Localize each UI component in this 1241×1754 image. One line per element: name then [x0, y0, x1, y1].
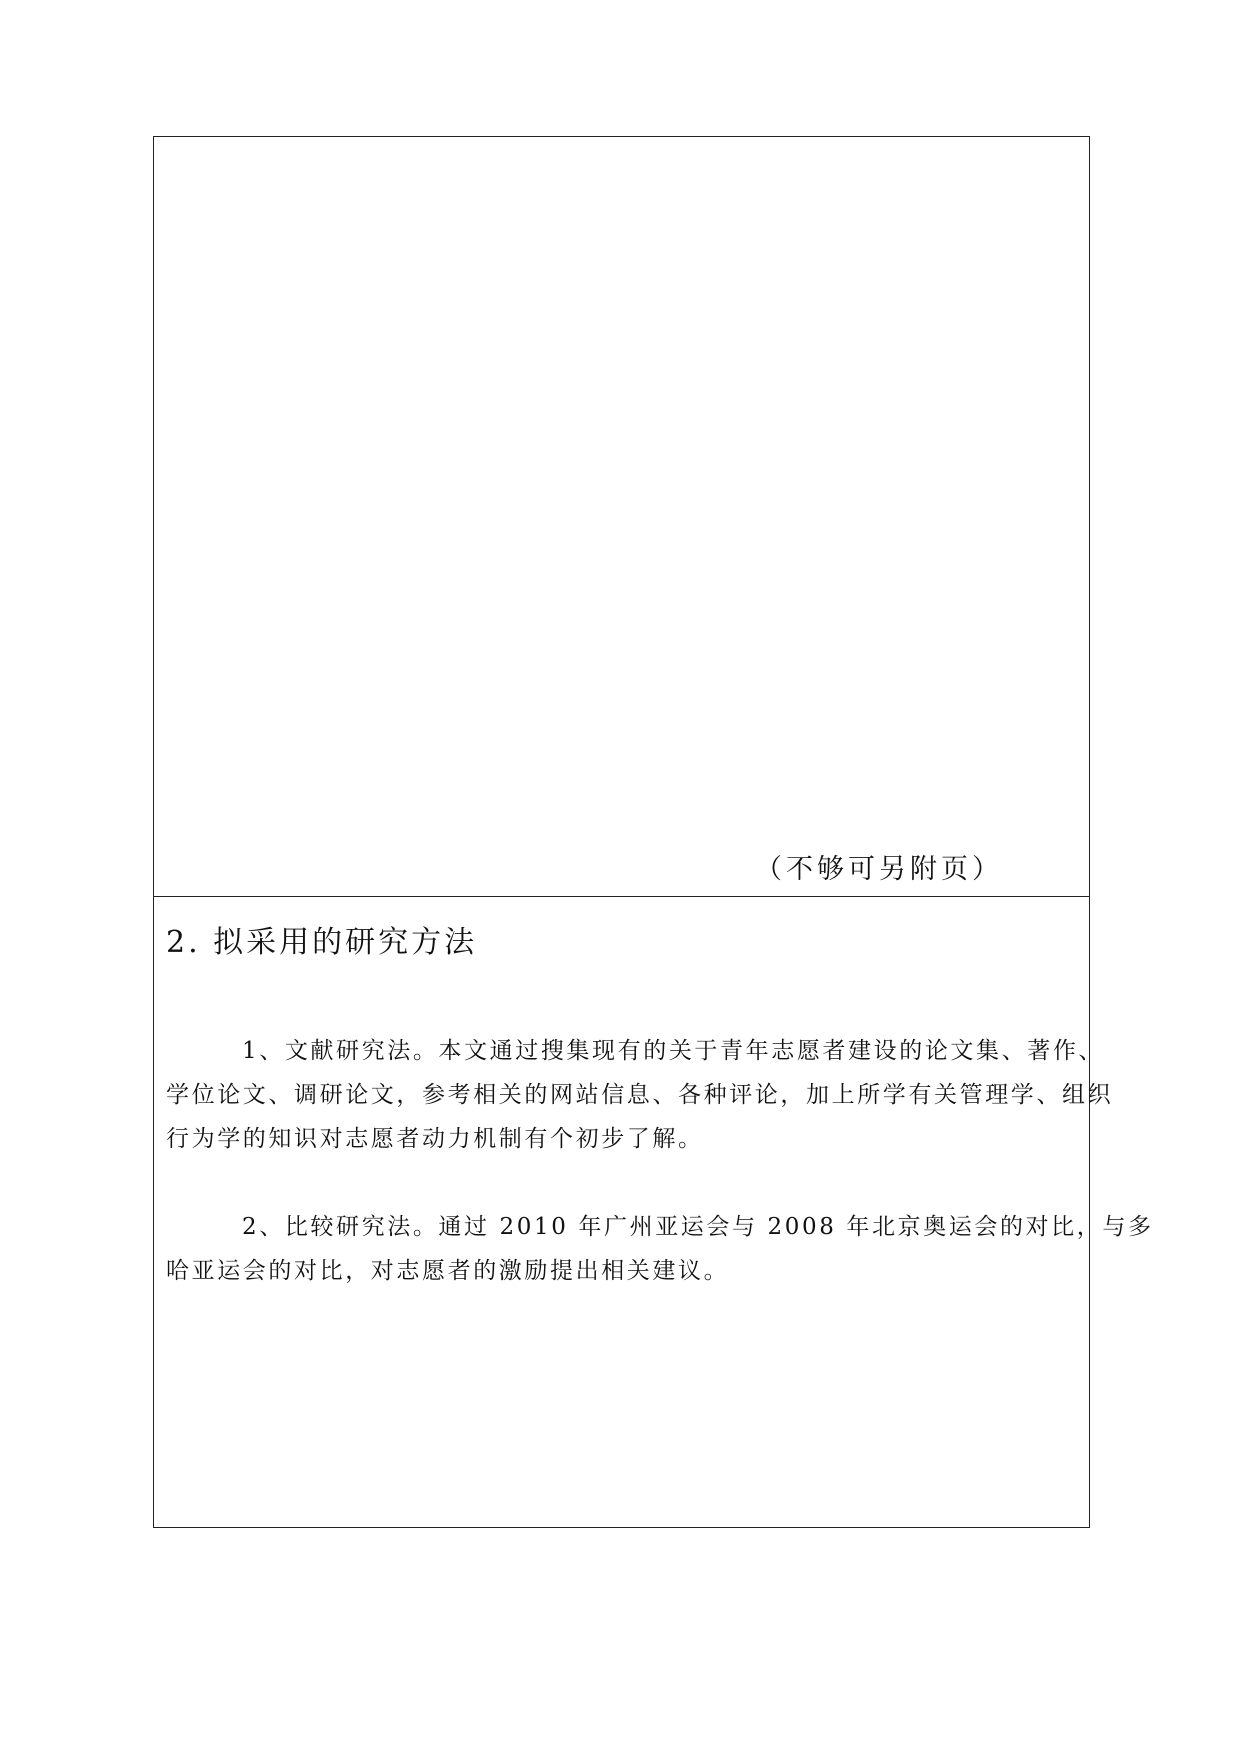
paragraph-comparative-research [166, 1205, 1154, 1293]
form-table [153, 136, 1154, 1528]
attach-page-note: （不够可另附页） [755, 854, 1003, 885]
paragraph-line: 2、比较研究法。通过 2010 年广州亚运会与 2008 年北京奥运会的对比，与多 [242, 1214, 1154, 1240]
paragraph-line: 行为学的知识对志愿者动力机制有个初步了解。 [166, 1126, 704, 1152]
paragraph-line: 1、文献研究法。本文通过搜集现有的关于青年志愿者建设的论文集、著作、 [242, 1038, 1105, 1064]
content-section-blank [154, 137, 1089, 897]
paragraph-line: 学位论文、调研论文，参考相关的网站信息、各种评论，加上所学有关管理学、组织 [166, 1082, 1114, 1108]
research-methods-section [154, 897, 1154, 1529]
paragraph-literature-research [166, 1029, 1114, 1161]
paragraph-line: 哈亚运会的对比，对志愿者的激励提出相关建议。 [166, 1258, 730, 1284]
section-title: 2. 拟采用的研究方法 [166, 925, 478, 960]
